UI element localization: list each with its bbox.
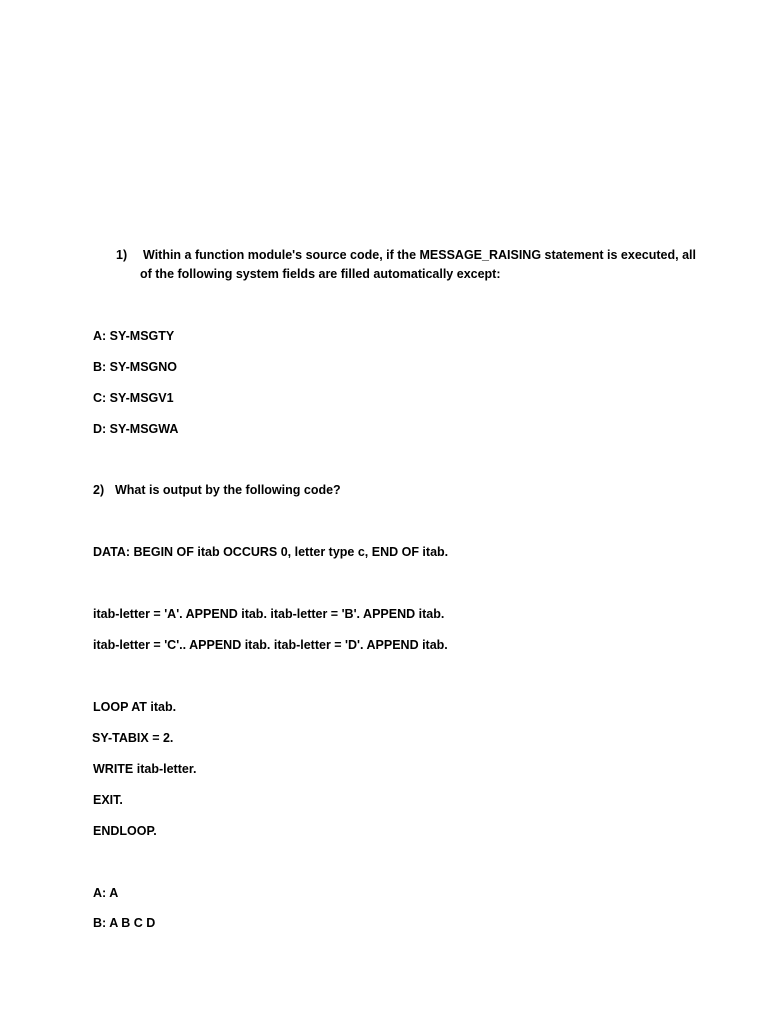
code-line: ENDLOOP. (93, 824, 157, 838)
code-line: SY-TABIX = 2. (92, 731, 174, 745)
question-1-text-line1: Within a function module's source code, if the MESSAGE_RAISING statement is executed, all (143, 248, 696, 262)
question-1-option-d: D: SY-MSGWA (93, 422, 179, 436)
code-line: itab-letter = 'C'.. APPEND itab. itab-letter = 'D'. APPEND itab. (93, 638, 448, 652)
question-1-text-line2: of the following system fields are filled automatically except: (140, 267, 501, 281)
question-2-option-a: A: A (93, 886, 119, 900)
question-1-option-b: B: SY-MSGNO (93, 360, 178, 374)
question-2-option-b: B: A B C D (93, 916, 156, 930)
code-line: WRITE itab-letter. (93, 762, 197, 776)
code-line: itab-letter = 'A'. APPEND itab. itab-letter = 'B'. APPEND itab. (93, 607, 445, 621)
code-line: DATA: BEGIN OF itab OCCURS 0, letter type c, END OF itab. (93, 545, 449, 559)
question-1-option-a: A: SY-MSGTY (93, 329, 175, 343)
code-line: LOOP AT itab. (93, 700, 177, 714)
question-1-number: 1) (116, 248, 128, 262)
question-2-text: What is output by the following code? (115, 483, 341, 497)
question-1-option-c: C: SY-MSGV1 (93, 391, 174, 405)
code-line: EXIT. (93, 793, 123, 807)
question-2-number: 2) (93, 483, 105, 497)
